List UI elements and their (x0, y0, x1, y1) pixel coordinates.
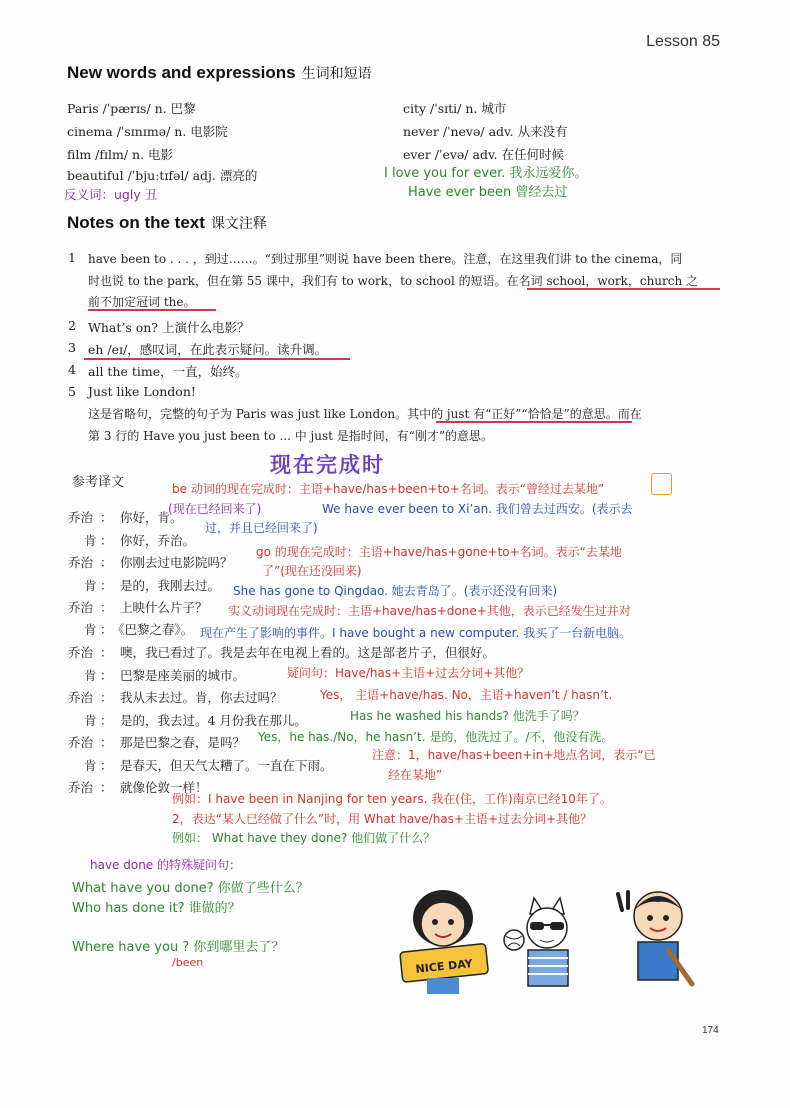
colon-mark: ： (100, 735, 113, 750)
colon-mark: ： (100, 622, 113, 637)
dialogue-speaker: 乔治 (68, 600, 94, 615)
dialogue-speaker: 乔治 (68, 780, 94, 795)
handnote-go-3: She has gone to Qingdao. 她去青岛了。(表示还没有回来) (233, 584, 558, 598)
dialogue-text: 巴黎是座美丽的城市。 (120, 668, 246, 683)
note-line: 前不加定冠词 the。 (88, 295, 196, 309)
handnote-zhu-2: 经在某地” (388, 768, 443, 782)
handnote-ever-2: Have ever been 曾经去过 (408, 185, 568, 200)
colon-mark: ： (100, 690, 113, 705)
dialogue-text: 你刚去过电影院吗？ (120, 555, 233, 570)
dialogue-text: 《巴黎之春》。 (112, 622, 194, 637)
handnote-go-2: 了”(现在还没回来) (262, 564, 362, 578)
note-line: 时也说 to the park，但在第 55 课中，我们有 to work，to school 的短语。在名词 school，work，church 之 (88, 274, 699, 288)
handnote-ex-2: 2，表达“某人已经做了什么”时，用 What have/has+主语+过去分词+其他？ (172, 812, 593, 826)
dialogue-text: 是的，我去过。4 月份我在那儿。 (120, 713, 307, 728)
dialogue-speaker: 肯 (84, 533, 97, 548)
handnote-go-1: go 的现在完成时：主语+have/has+gone+to+名词。表示“去某地 (256, 545, 622, 559)
vocab-item: film /fɪlm/ n. 电影 (67, 147, 174, 162)
dialogue-speaker: 肯 (84, 713, 97, 728)
colon-mark: ： (100, 758, 113, 773)
cartoon-cat-illustration (500, 892, 590, 992)
handnote-ex-1: 例如：I have been in Nanjing for ten years. 我在(住，工作)南京已经10年了。 (172, 792, 612, 806)
dialogue-text: 我从未去过。肯，你去过吗？ (120, 690, 283, 705)
section-title-en: New words and expressions (67, 63, 296, 82)
colon-mark: ： (100, 533, 113, 548)
handnote-shi-2: 现在产生了影响的事件。I have bought a new computer. 我买了一台新电脑。 (200, 626, 632, 640)
translation-label: 参考译文 (72, 475, 125, 490)
dialogue-speaker: 肯 (84, 622, 97, 637)
handnote-antonym: 反义词：ugly 丑 (64, 187, 158, 202)
lesson-label: Lesson 85 (646, 33, 720, 50)
underline-mark (88, 309, 216, 311)
cartoon-girl-illustration (395, 880, 495, 995)
dialogue-text: 是的，我刚去过。 (120, 578, 221, 593)
dialogue-speaker: 乔治 (68, 690, 94, 705)
colon-mark: ： (100, 780, 113, 795)
handnote-be-3: 过，并且已经回来了) (205, 521, 318, 535)
dialogue-text: 那是巴黎之春，是吗？ (120, 735, 246, 750)
page-number: 174 (702, 1025, 719, 1036)
note-line: have been to . . . ，到过……。“到过那里”则说 have been there。注意，在这里我们讲 to the cinema，同 (88, 252, 683, 266)
note-line: 第 3 行的 Have you just been to ... 中 just 是指时间，有“刚才”的意思。 (88, 429, 494, 443)
section-title-en: Notes on the text (67, 213, 205, 232)
handnote-be-2b: We have ever been to Xi’an. 我们曾去过西安。(表示去 (322, 502, 633, 516)
vocab-item: ever /ˈevə/ adv. 在任何时候 (403, 147, 564, 162)
colon-mark: ： (100, 668, 113, 683)
note-line: 这是省略句，完整的句子为 Paris was just like London。其中的 just 有“正好”“恰恰是”的意思。而在 (88, 407, 642, 421)
handnote-ever-1: I love you for ever. 我永远爱你。 (384, 166, 588, 181)
dialogue-text: 就像伦敦一样！ (120, 780, 208, 795)
handnote-been: /been (172, 956, 204, 969)
note-number: 5 (68, 384, 76, 399)
note-number: 1 (68, 250, 76, 265)
note-line: Just like London! (88, 384, 196, 399)
handnote-q-1: 疑问句：Have/has+主语+过去分词+其他？ (287, 666, 530, 680)
colon-mark: ： (100, 600, 113, 615)
handnote-q-3: Has he washed his hands? 他洗手了吗？ (350, 709, 585, 723)
vocab-item: cinema /ˈsɪnɪmə/ n. 电影院 (67, 124, 228, 139)
cartoon-boy-illustration (608, 880, 703, 990)
dialogue-speaker: 乔治 (68, 555, 94, 570)
note-number: 2 (68, 318, 76, 333)
dialogue-text: 噢，我已看过了。我是去年在电视上看的。这是部老片子，但很好。 (120, 645, 496, 660)
handnote-ex-3: 例如： What have they done? 他们做了什么？ (172, 831, 436, 845)
section-title-cn: 生词和短语 (301, 66, 372, 82)
vocab-item: never /ˈnevə/ adv. 从来没有 (403, 124, 568, 139)
underline-mark (527, 288, 720, 290)
handnote-special-title: have done 的特殊疑问句： (90, 858, 242, 872)
vocab-item: beautiful /ˈbjuːtɪfəl/ adj. 漂亮的 (67, 168, 258, 183)
handnote-special-1: What have you done? 你做了些什么？ (72, 881, 309, 896)
section-title-notes (67, 213, 267, 233)
handnote-special-2: Who has done it? 谁做的？ (72, 901, 241, 916)
highlight-box (651, 473, 672, 495)
note-line: What’s on? 上演什么电影？ (88, 320, 250, 335)
colon-mark: ： (100, 645, 113, 660)
underline-mark (84, 358, 350, 360)
section-title-new-words (67, 63, 372, 83)
handnote-be-2: (现在已经回来了) (168, 502, 262, 516)
dialogue-text: 你好，乔治。 (120, 533, 196, 548)
dialogue-speaker: 乔治 (68, 645, 94, 660)
note-number: 4 (68, 362, 76, 377)
vocab-item: Paris /ˈpærɪs/ n. 巴黎 (67, 101, 196, 116)
big-title: 现在完成时 (270, 453, 385, 477)
dialogue-text: 上映什么片子？ (120, 600, 208, 615)
dialogue-speaker: 乔治 (68, 510, 94, 525)
handnote-special-3: Where have you ? 你到哪里去了？ (72, 940, 285, 955)
handnote-q-2: Yes， 主语+have/has. No，主语+haven’t / hasn’t. (320, 688, 613, 702)
colon-mark: ： (100, 578, 113, 593)
note-line: all the time，一直，始终。 (88, 364, 248, 379)
dialogue-speaker: 肯 (84, 758, 97, 773)
sign-text: NICE DAY (414, 956, 474, 976)
dialogue-text: 是春天，但天气太糟了。一直在下雨。 (120, 758, 333, 773)
colon-mark: ： (100, 555, 113, 570)
handnote-q-4: Yes，he has./No，he hasn’t. 是的，他洗过了。/不，他没有洗。 (258, 730, 614, 744)
handnote-zhu-1: 注意：1，have/has+been+in+地点名词，表示“已 (372, 748, 656, 762)
dialogue-speaker: 肯 (84, 578, 97, 593)
underline-mark (436, 421, 632, 423)
dialogue-text: 你好，肯。 (120, 510, 183, 525)
note-line: eh /eɪ/，感叹词，在此表示疑问。读升调。 (88, 342, 328, 357)
vocab-item: city /ˈsɪti/ n. 城市 (403, 101, 507, 116)
colon-mark: ： (100, 713, 113, 728)
colon-mark: ： (100, 510, 113, 525)
handnote-shi-1: 实义动词现在完成时：主语+have/has+done+其他，表示已经发生过并对 (228, 604, 631, 618)
dialogue-speaker: 肯 (84, 668, 97, 683)
dialogue-speaker: 乔治 (68, 735, 94, 750)
note-number: 3 (68, 340, 76, 355)
handnote-be-1: be 动词的现在完成时：主语+have/has+been+to+名词。表示“曾经过去某地” (172, 482, 605, 496)
section-title-cn: 课文注释 (210, 216, 267, 232)
